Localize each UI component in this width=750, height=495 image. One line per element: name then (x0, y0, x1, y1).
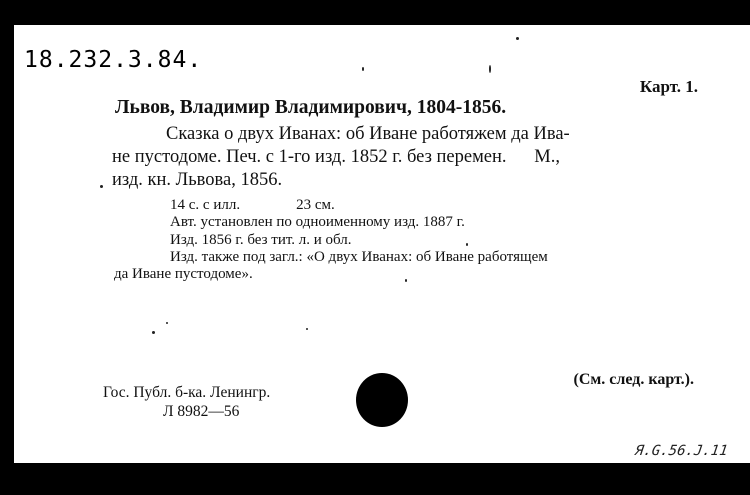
punch-hole (356, 373, 408, 427)
notes-block (114, 197, 548, 283)
collation-size: 23 см. (296, 197, 335, 213)
ink-speck (489, 65, 491, 73)
title-line: не пустодоме. Печ. с 1-го изд. 1852 г. без перемен. М., (112, 147, 560, 167)
shelfmark: 18.232.3.84. (24, 47, 203, 73)
ink-speck (306, 328, 308, 330)
note-line: да Иване пустодоме». (114, 266, 253, 283)
title-statement (112, 123, 570, 192)
collation-pages: 14 с. с илл. (170, 197, 241, 213)
library-number: Л 8982—56 (163, 403, 240, 420)
continued-note: (См. след. карт.). (573, 371, 694, 388)
note-line: Авт. установлен по одноименному изд. 1887 г. (170, 214, 465, 231)
card-number: Карт. 1. (639, 77, 698, 96)
ink-speck (152, 331, 155, 334)
catalog-card (14, 25, 750, 463)
note-line: Изд. 1856 г. без тит. л. и обл. (170, 231, 352, 248)
library-imprint (103, 383, 270, 421)
title-line: изд. кн. Львова, 1856. (112, 170, 283, 190)
title-line: Сказка о двух Иванах: об Иване работяжем да Ива- (166, 124, 570, 144)
ink-speck (362, 67, 364, 71)
inventory-stamp: Я.G.56.J.11 (634, 443, 730, 459)
ink-speck (405, 279, 407, 282)
collation-line (170, 197, 548, 214)
library-name: Гос. Публ. б-ка. Ленингр. (103, 384, 271, 401)
ink-speck (466, 243, 468, 246)
author-heading: Львов, Владимир Владимирович, 1804-1856. (115, 97, 507, 118)
note-line: Изд. также под загл.: «О двух Иванах: об Иване работящем (170, 248, 548, 265)
ink-speck (166, 322, 168, 324)
ink-speck (100, 185, 103, 188)
ink-speck (516, 37, 519, 40)
